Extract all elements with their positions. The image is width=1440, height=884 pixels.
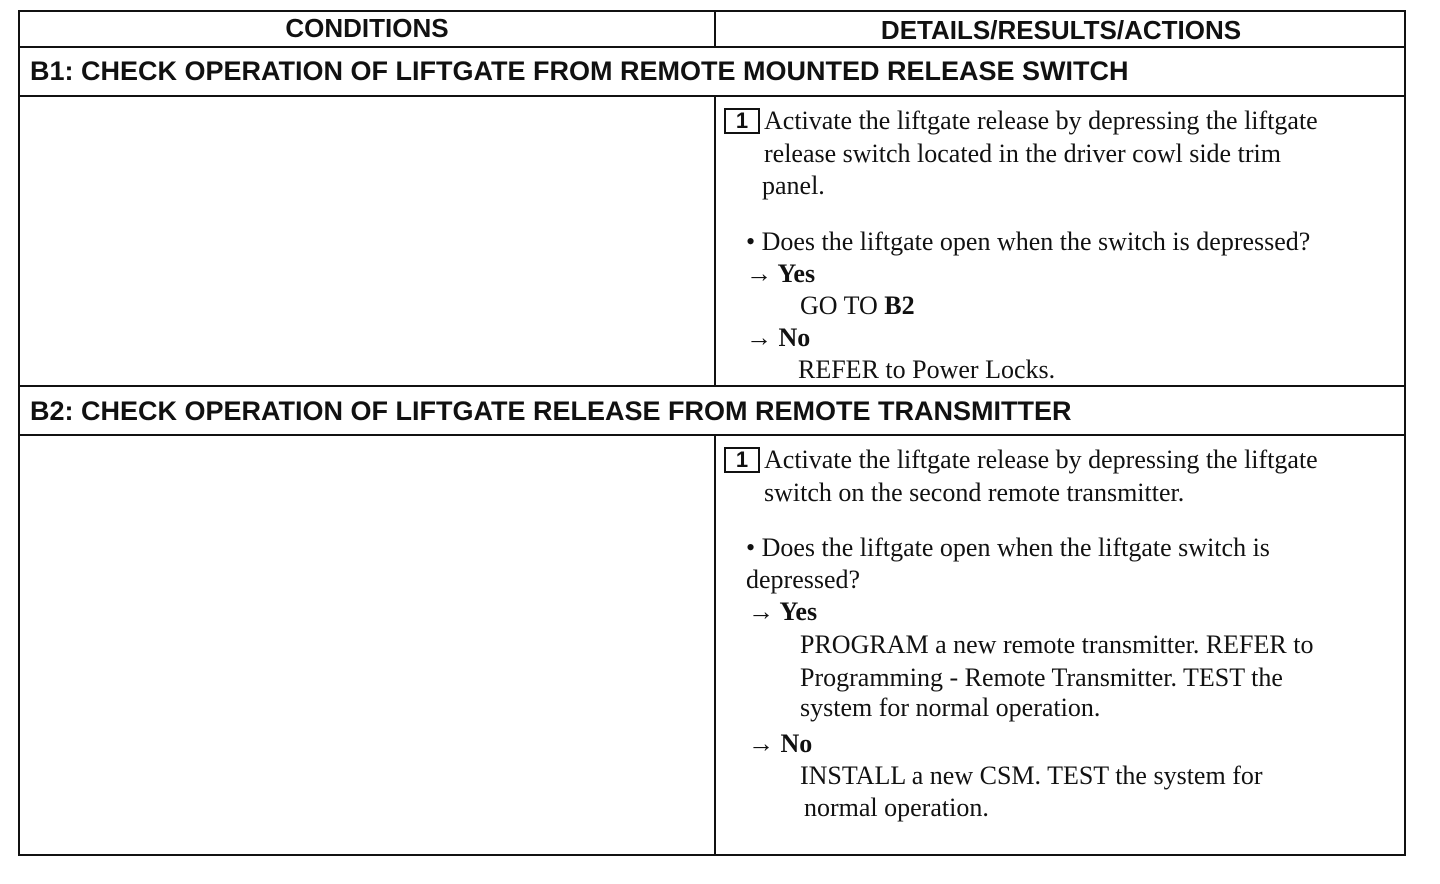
b2-step-line-2: switch on the second remote transmitter. xyxy=(764,478,1185,507)
b1-section-title: B1: CHECK OPERATION OF LIFTGATE FROM REMOTE MOUNTED RELEASE SWITCH xyxy=(30,56,1129,86)
b1-yes-action: GO TO B2 xyxy=(800,291,915,320)
diagnostic-table xyxy=(18,10,1406,856)
b2-yes-action-line-1: PROGRAM a new remote transmitter. REFER to xyxy=(800,630,1314,659)
b1-bottom-divider xyxy=(20,385,1404,387)
b2-yes-label: → Yes xyxy=(748,597,818,626)
b2-no-label: → No xyxy=(748,729,813,758)
b2-step-number: 1 xyxy=(724,447,760,473)
details-header: DETAILS/RESULTS/ACTIONS xyxy=(880,15,1242,45)
b1-step-line-1: Activate the liftgate release by depressing the liftgate xyxy=(764,106,1318,135)
b1-step-number: 1 xyxy=(724,108,760,134)
b2-column-divider xyxy=(714,434,716,856)
b2-yes-action-line-2: Programming - Remote Transmitter. TEST the xyxy=(800,663,1283,692)
b2-section-title: B2: CHECK OPERATION OF LIFTGATE RELEASE FROM REMOTE TRANSMITTER xyxy=(30,396,1072,426)
b1-step-line-2: release switch located in the driver cowl side trim xyxy=(764,139,1281,168)
b1-question: • Does the liftgate open when the switch is depressed? xyxy=(746,227,1311,256)
b2-yes-action-line-3: system for normal operation. xyxy=(800,693,1101,722)
b1-yes-label: → Yes xyxy=(746,259,816,288)
b1-no-action: REFER to Power Locks. xyxy=(798,355,1056,384)
b2-no-action-line-1: INSTALL a new CSM. TEST the system for xyxy=(800,761,1263,790)
b1-step-line-3: panel. xyxy=(762,171,825,200)
b2-title-divider xyxy=(20,434,1404,436)
b1-column-divider xyxy=(714,95,716,385)
conditions-header: CONDITIONS xyxy=(285,13,449,43)
b1-yes-action-ref: B2 xyxy=(884,291,915,320)
b2-question-line-1: • Does the liftgate open when the liftgate switch is xyxy=(746,533,1270,562)
b2-question-line-2: depressed? xyxy=(746,565,861,594)
b1-title-divider xyxy=(20,95,1404,97)
b2-step-line-1: Activate the liftgate release by depressing the liftgate xyxy=(764,445,1318,474)
b2-no-action-line-2: normal operation. xyxy=(804,793,989,822)
b1-no-label: → No xyxy=(746,323,811,352)
